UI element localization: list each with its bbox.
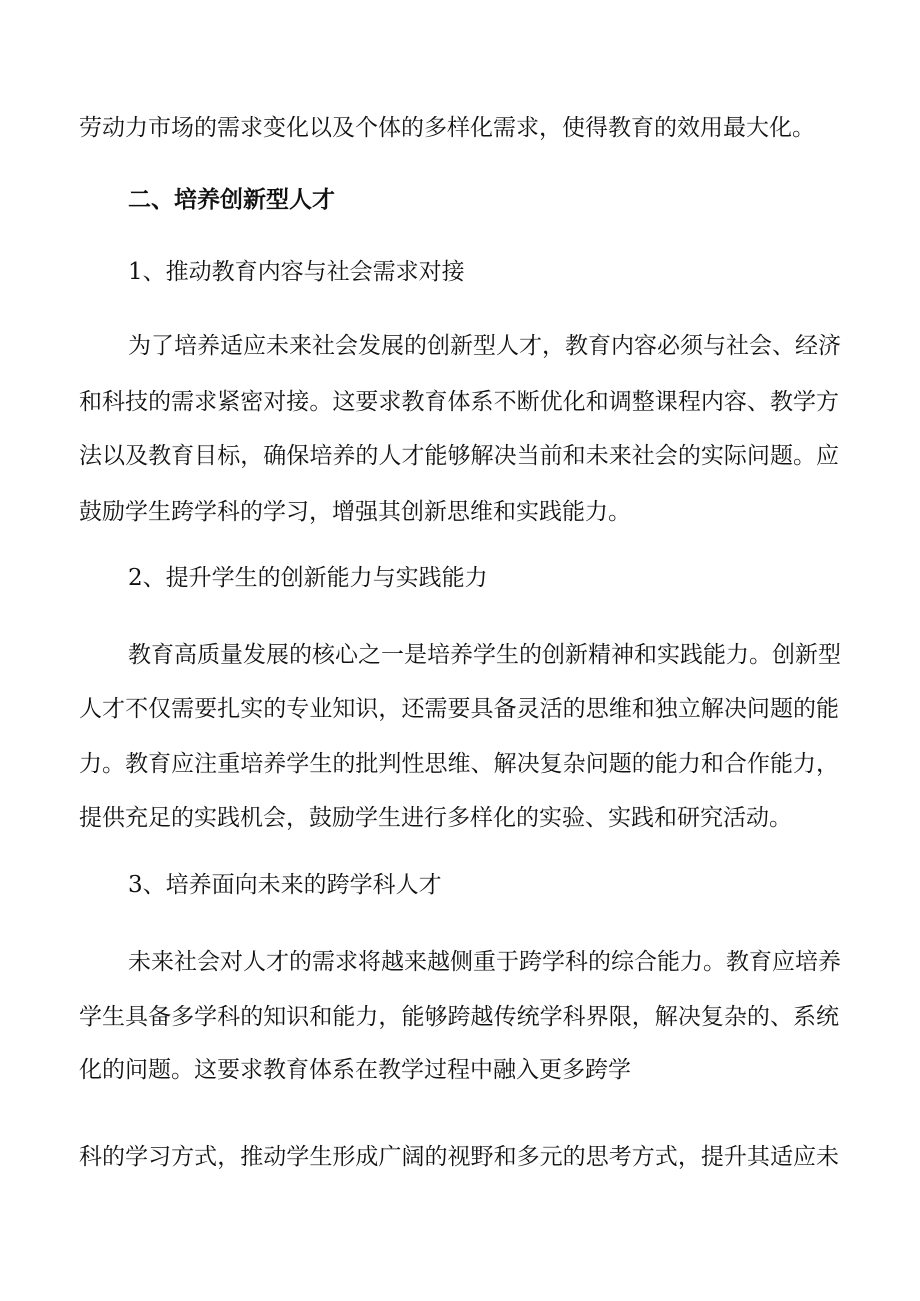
paragraph-3-line-1: 未来社会对人才的需求将越来越侧重于跨学科的综合能力。教育应培养: [128, 949, 841, 975]
subheading-education-content: 1、推动教育内容与社会需求对接: [128, 259, 465, 285]
paragraph-2-line-3: 力。教育应注重培养学生的批判性思维、解决复杂问题的能力和合作能力，: [79, 751, 839, 777]
paragraph-1-line-3: 法以及教育目标，确保培养的人才能够解决当前和未来社会的实际问题。应: [79, 443, 839, 469]
paragraph-2-line-1: 教育高质量发展的核心之一是培养学生的创新精神和实践能力。创新型: [128, 642, 841, 668]
subheading-innovation-practice: 2、提升学生的创新能力与实践能力: [128, 565, 488, 591]
paragraph-2-line-2: 人才不仅需要扎实的专业知识，还需要具备灵活的思维和独立解决问题的能: [79, 696, 839, 722]
paragraph-1-line-2: 和科技的需求紧密对接。这要求教育体系不断优化和调整课程内容、教学方: [79, 389, 839, 415]
text-line-labor-market: 劳动力市场的需求变化以及个体的多样化需求，使得教育的效用最大化。: [79, 115, 815, 141]
paragraph-1-line-1: 为了培养适应未来社会发展的创新型人才，教育内容必须与社会、经济: [128, 333, 841, 359]
paragraph-3-line-3: 化的问题。这要求教育体系在教学过程中融入更多跨学: [79, 1057, 631, 1083]
subheading-interdisciplinary-talent: 3、培养面向未来的跨学科人才: [128, 872, 442, 898]
paragraph-3-line-2: 学生具备多学科的知识和能力，能够跨越传统学科界限，解决复杂的、系统: [79, 1004, 839, 1030]
paragraph-2-line-4: 提供充足的实践机会，鼓励学生进行多样化的实验、实践和研究活动。: [79, 805, 792, 831]
section-heading-innovative-talent: 二、培养创新型人才: [128, 186, 335, 213]
paragraph-3-continuation-line: 科的学习方式，推动学生形成广阔的视野和多元的思考方式，提升其适应未: [79, 1144, 839, 1170]
paragraph-1-line-4: 鼓励学生跨学科的学习，增强其创新思维和实践能力。: [79, 499, 631, 525]
